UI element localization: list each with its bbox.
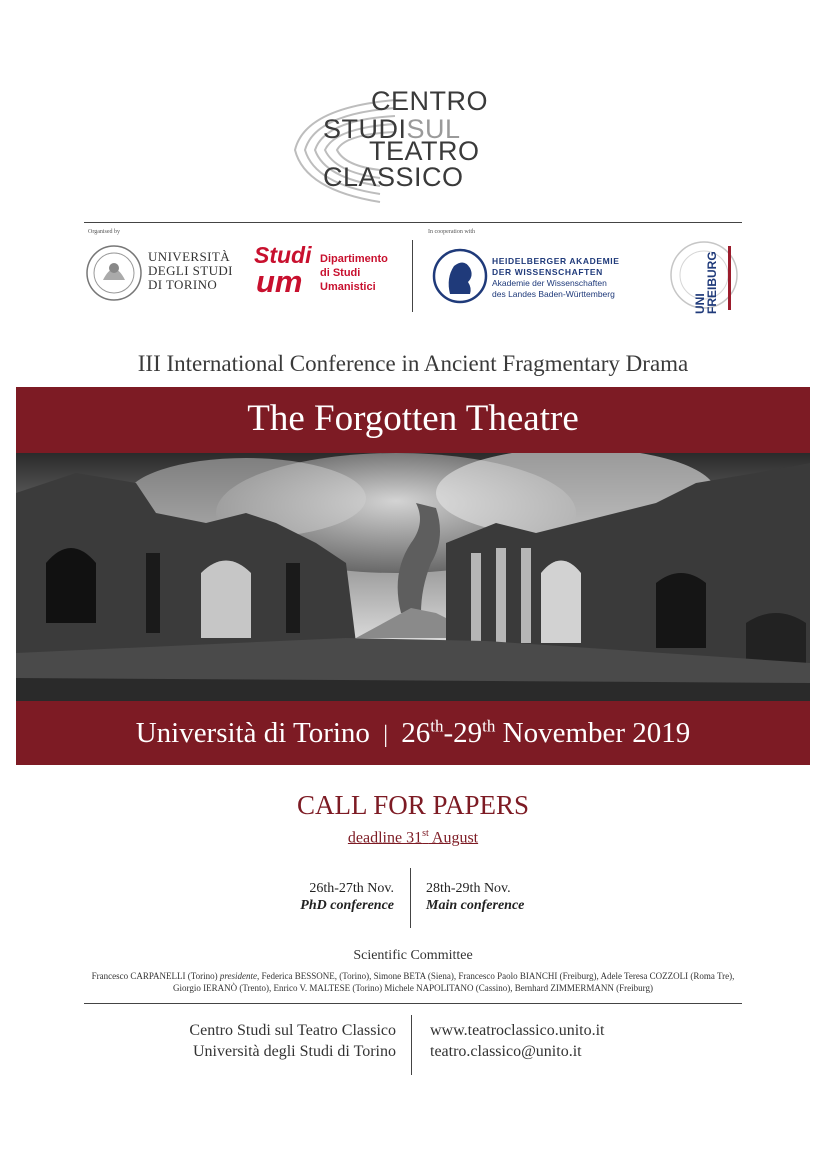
footer-univ-name: Università degli Studi di Torino: [192, 1043, 396, 1060]
freiburg-uni: UNI: [693, 293, 707, 314]
unito-line: DEGLI STUDI: [148, 263, 233, 278]
theatre-photo: [16, 453, 810, 701]
partners-divider: [412, 240, 413, 312]
hdak-sub-line: des Landes Baden-Württemberg: [492, 289, 615, 299]
unito-seal-icon: [85, 244, 143, 302]
date-start: 26: [401, 717, 431, 749]
phd-label: PhD conference: [300, 898, 394, 913]
schedule-divider: [410, 868, 411, 928]
committee-title: Scientific Committee: [353, 948, 473, 963]
unito-line: UNIVERSITÀ: [148, 249, 230, 264]
deadline-prefix: deadline 31: [347, 829, 423, 847]
unito-line: DI TORINO: [148, 277, 218, 292]
date-start-sup: th: [430, 716, 444, 736]
title-band: [16, 387, 810, 453]
cooperation-label: In cooperation with: [428, 229, 475, 235]
deadline-sup: st: [422, 828, 429, 839]
hdak-sub-line: Akademie der Wissenschaften: [492, 278, 607, 288]
logo-line-teatro: TEATRO: [369, 136, 480, 166]
footer-org-name: Centro Studi sul Teatro Classico: [189, 1022, 396, 1039]
footer-contacts: [430, 1020, 730, 1062]
studium-dept-line: Umanistici: [320, 281, 376, 293]
studium-top: Studi: [254, 242, 312, 268]
schedule-phd: [210, 880, 394, 914]
footer-org: [96, 1020, 396, 1062]
hdak-name: [492, 256, 620, 300]
hdak-title-line: DER WISSENSCHAFTEN: [492, 267, 603, 277]
date-end-sup: th: [482, 716, 496, 736]
deadline-suffix: August: [428, 829, 479, 847]
studium-bottom: um: [256, 264, 303, 299]
conference-subtitle: III International Conference in Ancient Fragmentary Drama: [137, 351, 689, 376]
date-end: -29: [443, 717, 483, 749]
call-for-papers-heading: CALL FOR PAPERS: [296, 790, 530, 820]
footer-divider: [411, 1015, 412, 1075]
hdak-medallion-icon: [432, 248, 488, 304]
logo-studi: STUDI: [323, 114, 407, 144]
deadline: [0, 828, 826, 847]
theatre-ruins-image: [16, 453, 810, 701]
partners-top-rule: [84, 222, 742, 223]
hdak-title-line: HEIDELBERGER AKADEMIE: [492, 256, 620, 266]
studium-dept-line: di Studi: [320, 267, 361, 279]
unito-name: [148, 250, 233, 292]
committee-names-1: Francesco CARPANELLI (Torino): [91, 971, 220, 981]
footer-email-link[interactable]: teatro.classico@unito.it: [430, 1043, 582, 1060]
footer-web-link[interactable]: www.teatroclassico.unito.it: [430, 1022, 605, 1039]
date-rest: November 2019: [495, 717, 691, 749]
venue-band: [16, 701, 810, 765]
main-dates: 28th-29th Nov.: [426, 881, 511, 896]
main-label: Main conference: [426, 898, 525, 913]
logo-line-centro: CENTRO: [371, 86, 488, 116]
studium-logo: [254, 244, 324, 300]
phd-dates: 26th-27th Nov.: [309, 881, 394, 896]
studium-dept-line: Dipartimento: [320, 253, 388, 265]
committee-names-2: , Federica BESSONE, (Torino), Simone BETA (Siena), Francesco Paolo BIANCHI (Freiburg), Adele Teresa COZZOLI (Roma Tre), Giorgio IERANÒ (Trento), Enrico V. MALTESE (Torino) Michele NAPOLITANO (Cassino), Bernhard ZIMMERMANN (Freiburg): [172, 971, 735, 993]
freiburg-name: FREIBURG: [705, 251, 719, 314]
cstc-logo: [285, 80, 545, 210]
logo-line-classico: CLASSICO: [323, 162, 464, 192]
organised-label: Organised by: [88, 229, 121, 235]
footer-rule: [84, 1003, 742, 1004]
venue-name: Università di Torino: [135, 717, 370, 749]
venue-separator: |: [383, 722, 388, 748]
freiburg-text: [694, 251, 718, 314]
studium-department: [320, 252, 388, 294]
committee-names: [90, 970, 736, 994]
logo-sul: SUL: [406, 114, 461, 144]
schedule-main: [426, 880, 626, 914]
conference-title: The Forgotten Theatre: [247, 398, 579, 439]
committee-president: presidente: [219, 971, 258, 981]
